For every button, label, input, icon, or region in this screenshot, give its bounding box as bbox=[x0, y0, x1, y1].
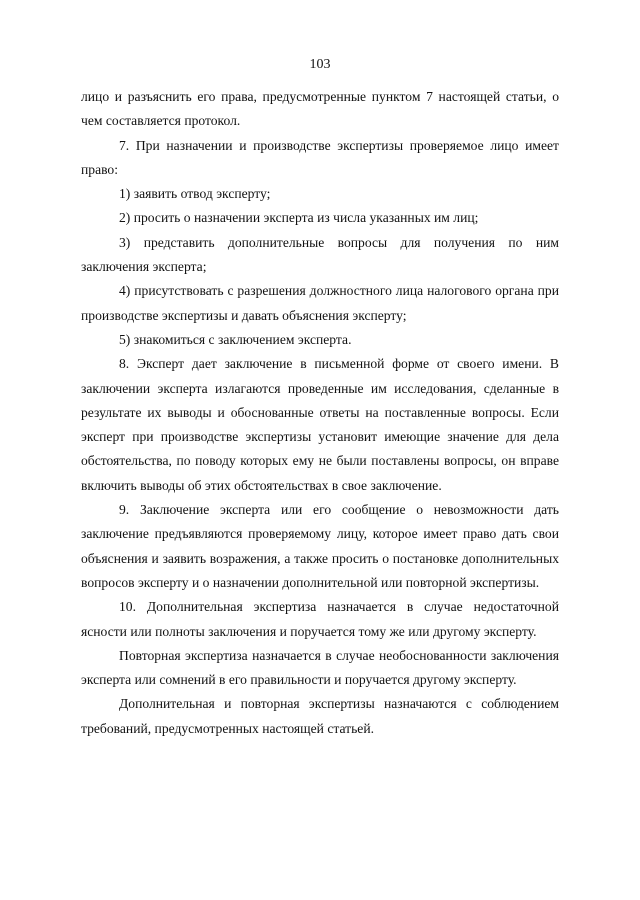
page-number: 103 bbox=[309, 57, 331, 72]
paragraph-clause-7: 7. При назначении и производстве экспертизы проверяемое лицо имеет право: bbox=[81, 137, 559, 177]
list-item-1: 1) заявить отвод эксперту; bbox=[119, 186, 271, 202]
paragraph-clause-10: 10. Дополнительная экспертиза назначается в случае недостаточной ясности или полноты заключения и поручается тому же или другому эксперту. bbox=[81, 599, 559, 639]
list-item-5: 5) знакомиться с заключением эксперта. bbox=[119, 331, 352, 347]
list-item-2: 2) просить о назначении эксперта из числа указанных им лиц; bbox=[119, 210, 479, 226]
body-text bbox=[81, 85, 559, 741]
paragraph-clause-8: 8. Эксперт дает заключение в письменной форме от своего имени. В заключении эксперта излагаются проведенные им исследования, сделанные в результате их выводы и обоснованные ответы на поставленные вопросы. Если эксперт при производстве экспертизы установит имеющие значение для дела обстоятельства, по поводу которых ему не были поставлены вопросы, он вправе включить выводы об этих обстоятельствах в свое заключение. bbox=[81, 356, 559, 493]
paragraph-clause-9: 9. Заключение эксперта или его сообщение о невозможности дать заключение предъявляются проверяемому лицу, которое имеет право дать свои объяснения и заявить возражения, а также просить о постановке дополнительных вопросов эксперту и о назначении дополнительной или повторной экспертизы. bbox=[81, 502, 559, 590]
paragraph-continuation: лицо и разъяснить его права, предусмотренные пунктом 7 настоящей статьи, о чем составляется протокол. bbox=[81, 89, 559, 129]
paragraph-repeat-expertise: Повторная экспертиза назначается в случае необоснованности заключения эксперта или сомнений в его правильности и поручается другому эксперту. bbox=[81, 647, 559, 688]
list-item-3: 3) представить дополнительные вопросы для получения по ним заключения эксперта; bbox=[81, 234, 559, 275]
paragraph-requirements: Дополнительная и повторная экспертизы назначаются с соблюдением требований, предусмотренных настоящей статьей. bbox=[81, 696, 559, 736]
list-item-4: 4) присутствовать с разрешения должностного лица налогового органа при производстве экспертизы и давать объяснения эксперту; bbox=[81, 283, 559, 323]
